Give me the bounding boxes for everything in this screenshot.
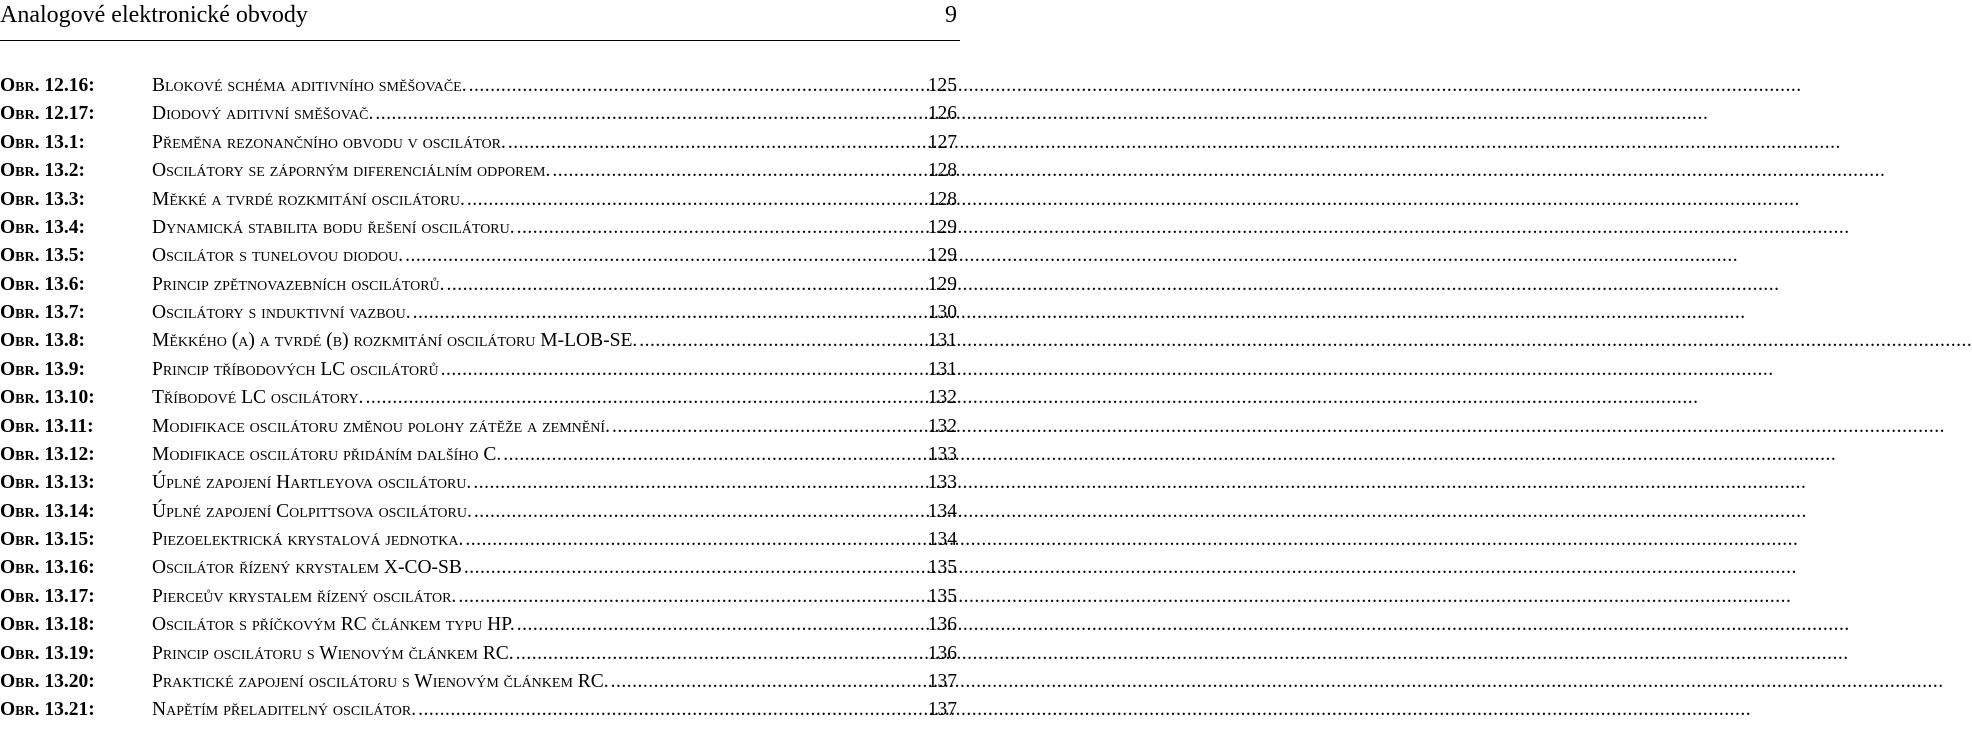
- dot-leader: [413, 299, 914, 327]
- figure-title[interactable]: [152, 299, 916, 327]
- figure-label: Obr. 13.14:: [0, 500, 95, 522]
- figure-title-text: Úplné zapojení Hartleyova oscilátoru.: [152, 472, 472, 494]
- figure-page-number: 136: [927, 642, 957, 664]
- toc-entry[interactable]: [0, 611, 960, 639]
- figure-title[interactable]: [152, 129, 916, 157]
- figure-title-text: Modifikace oscilátoru změnou polohy zátěže a zemnění.: [152, 415, 610, 437]
- figure-title[interactable]: [152, 611, 916, 639]
- figure-label: Obr. 13.15:: [0, 529, 95, 550]
- figure-title[interactable]: [152, 100, 916, 128]
- figure-page-number: 129: [927, 216, 957, 238]
- figure-label: Obr. 13.16:: [0, 557, 95, 579]
- dot-leader: [517, 611, 914, 639]
- figure-page-number: 129: [927, 245, 957, 267]
- figure-title-text: Přeměna rezonančního obvodu v oscilátor.: [152, 131, 506, 153]
- toc-entry[interactable]: [0, 299, 960, 327]
- figure-title[interactable]: [152, 696, 916, 724]
- figure-title-text: Měkkého (a) a tvrdé (b) rozkmitání oscilátoru M-LOB-SE.: [152, 330, 638, 352]
- dot-leader: [611, 668, 914, 696]
- toc-entry[interactable]: [0, 242, 960, 270]
- figure-title[interactable]: [152, 186, 916, 214]
- figure-title[interactable]: [152, 526, 916, 554]
- figure-label: Obr. 13.7:: [0, 302, 85, 323]
- toc-entry[interactable]: [0, 157, 960, 185]
- figure-page-number: 134: [927, 500, 957, 522]
- figure-title-text: Princip oscilátoru s Wienovým článkem RC.: [152, 642, 514, 664]
- figure-title[interactable]: [152, 640, 916, 668]
- figure-title-text: Princip tříbodových LC oscilátorů: [152, 358, 439, 380]
- figure-page-number: 136: [927, 614, 957, 636]
- figure-title-text: Pierceův krystalem řízený oscilátor.: [152, 585, 457, 607]
- dot-leader: [516, 640, 914, 668]
- figure-label: Obr. 13.3:: [0, 188, 85, 210]
- figure-label: Obr. 13.13:: [0, 472, 95, 494]
- figure-page-number: 133: [927, 443, 957, 465]
- figure-label: Obr. 13.17:: [0, 585, 95, 607]
- dot-leader: [474, 498, 914, 526]
- toc-entry[interactable]: [0, 214, 960, 242]
- figure-page-number: 134: [927, 529, 957, 550]
- figure-label: Obr. 13.20:: [0, 670, 95, 692]
- figure-label: Obr. 13.11:: [0, 415, 94, 437]
- figure-page-number: 125: [927, 75, 957, 96]
- dot-leader: [464, 554, 914, 582]
- figure-label: Obr. 13.19:: [0, 642, 95, 664]
- figure-title-text: Diodový aditivní směšovač.: [152, 103, 374, 125]
- figure-page-number: 131: [927, 330, 957, 352]
- toc-entry[interactable]: [0, 668, 960, 696]
- figure-page-number: 126: [927, 103, 957, 125]
- figure-title-text: Oscilátor s příčkovým RC článkem typu HP.: [152, 614, 515, 636]
- toc-entry[interactable]: [0, 129, 960, 157]
- figure-title[interactable]: [152, 327, 916, 355]
- figure-title-text: Piezoelektrická krystalová jednotka.: [152, 529, 464, 550]
- figure-title-text: Blokové schéma aditivního směšovače.: [152, 75, 467, 96]
- figure-label: Obr. 13.8:: [0, 330, 85, 352]
- toc-entry[interactable]: [0, 356, 960, 384]
- figure-label: Obr. 13.9:: [0, 358, 85, 380]
- figure-title[interactable]: [152, 72, 916, 100]
- dot-leader: [447, 271, 914, 299]
- figure-title[interactable]: [152, 413, 916, 441]
- figure-title-text: Měkké a tvrdé rozkmitání oscilátoru.: [152, 188, 465, 210]
- figure-page-number: 135: [927, 585, 957, 607]
- figure-title-text: Princip zpětnovazebních oscilátorů.: [152, 273, 445, 295]
- dot-leader: [517, 214, 914, 242]
- figure-title[interactable]: [152, 242, 916, 270]
- dot-leader: [465, 526, 914, 554]
- toc-entry[interactable]: [0, 498, 960, 526]
- dot-leader: [365, 384, 914, 412]
- figure-label: Obr. 13.18:: [0, 614, 95, 636]
- figure-title[interactable]: [152, 384, 916, 412]
- toc-entry[interactable]: [0, 327, 960, 355]
- figure-page-number: 135: [927, 557, 957, 579]
- toc-entry[interactable]: [0, 441, 960, 469]
- toc-entry[interactable]: [0, 469, 960, 497]
- toc-entry[interactable]: [0, 696, 960, 724]
- figure-title-text: Oscilátor s tunelovou diodou.: [152, 245, 404, 267]
- figure-title[interactable]: [152, 498, 916, 526]
- figure-title-text: Oscilátory s induktivní vazbou.: [152, 302, 411, 323]
- figure-title[interactable]: [152, 356, 916, 384]
- figure-page-number: 132: [927, 387, 957, 409]
- figure-title-text: Dynamická stabilita bodu řešení oscilátoru.: [152, 216, 515, 238]
- dot-leader: [405, 242, 914, 270]
- figure-page-number: 127: [927, 131, 957, 153]
- figure-label: Obr. 13.6:: [0, 273, 85, 295]
- toc-entry[interactable]: [0, 413, 960, 441]
- toc-entry[interactable]: [0, 554, 960, 582]
- figure-page-number: 128: [927, 188, 957, 210]
- dot-leader: [418, 696, 914, 724]
- figure-page-number: 137: [927, 699, 957, 721]
- list-of-figures: [0, 72, 960, 725]
- figure-title[interactable]: [152, 583, 916, 611]
- figure-page-number: 137: [927, 670, 957, 692]
- figure-label: Obr. 13.2:: [0, 160, 85, 182]
- figure-label: Obr. 13.21:: [0, 699, 95, 721]
- figure-title[interactable]: [152, 554, 916, 582]
- toc-entry[interactable]: [0, 186, 960, 214]
- figure-title[interactable]: [152, 157, 916, 185]
- dot-leader: [639, 327, 914, 355]
- figure-title-text: Oscilátory se záporným diferenciálním odporem.: [152, 160, 551, 182]
- figure-page-number: 132: [927, 415, 957, 437]
- toc-entry[interactable]: [0, 100, 960, 128]
- dot-leader: [469, 72, 914, 100]
- page-header: [0, 0, 960, 41]
- figure-page-number: 129: [927, 273, 957, 295]
- figure-label: Obr. 13.12:: [0, 443, 95, 465]
- dot-leader: [508, 129, 914, 157]
- figure-title[interactable]: [152, 214, 916, 242]
- dot-leader: [473, 469, 914, 497]
- figure-label: Obr. 13.1:: [0, 131, 85, 153]
- toc-entry[interactable]: [0, 384, 960, 412]
- figure-title[interactable]: [152, 271, 916, 299]
- toc-entry[interactable]: [0, 72, 960, 100]
- page-number: 9: [945, 2, 957, 28]
- figure-page-number: 130: [927, 302, 957, 323]
- toc-entry[interactable]: [0, 640, 960, 668]
- figure-title[interactable]: [152, 441, 916, 469]
- dot-leader: [503, 441, 914, 469]
- figure-title-text: Modifikace oscilátoru přidáním dalšího C.: [152, 443, 502, 465]
- dot-leader: [458, 583, 914, 611]
- dot-leader: [612, 413, 914, 441]
- figure-label: Obr. 12.17:: [0, 103, 95, 125]
- toc-entry[interactable]: [0, 271, 960, 299]
- document-title: Analogové elektronické obvody: [0, 2, 308, 28]
- figure-title-text: Úplné zapojení Colpittsova oscilátoru.: [152, 500, 472, 522]
- dot-leader: [467, 186, 914, 214]
- figure-page-number: 128: [927, 160, 957, 182]
- toc-entry[interactable]: [0, 583, 960, 611]
- figure-label: Obr. 13.10:: [0, 387, 95, 409]
- figure-page-number: 133: [927, 472, 957, 494]
- dot-leader: [375, 100, 914, 128]
- figure-title-text: Tříbodové LC oscilátory.: [152, 387, 364, 409]
- toc-entry[interactable]: [0, 526, 960, 554]
- figure-title[interactable]: [152, 668, 916, 696]
- figure-title-text: Napětím přeladitelný oscilátor.: [152, 699, 417, 721]
- figure-label: Obr. 12.16:: [0, 75, 95, 96]
- figure-title[interactable]: [152, 469, 916, 497]
- dot-leader: [552, 157, 914, 185]
- figure-title-text: Oscilátor řízený krystalem X-CO-SB: [152, 557, 462, 579]
- figure-title-text: Praktické zapojení oscilátoru s Wienovým článkem RC.: [152, 670, 609, 692]
- figure-page-number: 131: [927, 358, 957, 380]
- figure-label: Obr. 13.5:: [0, 245, 85, 267]
- dot-leader: [441, 356, 914, 384]
- figure-label: Obr. 13.4:: [0, 216, 85, 238]
